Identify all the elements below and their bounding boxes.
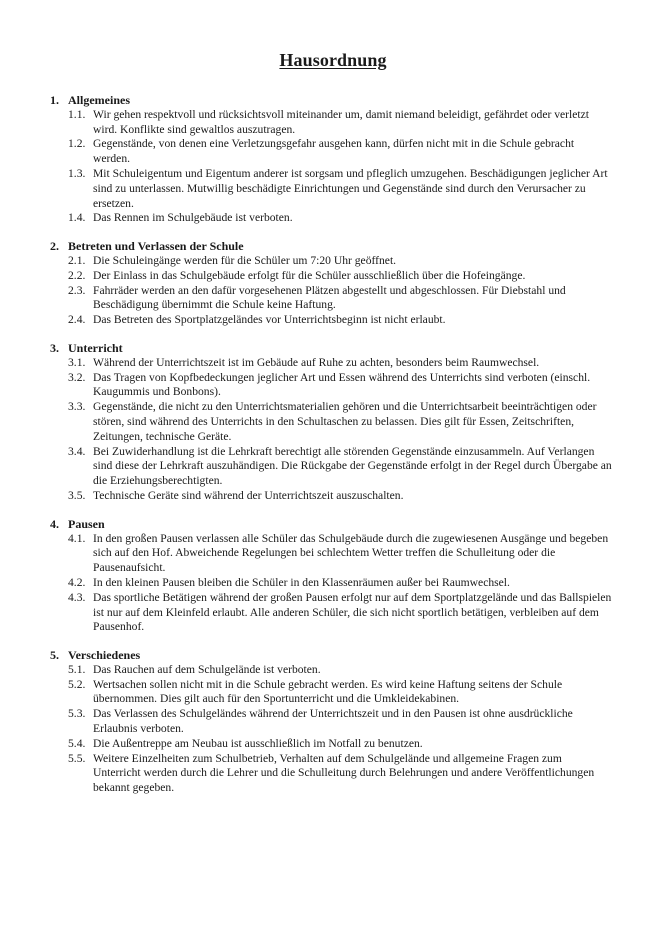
rule-text: Das Betreten des Sportplatzgeländes vor Unterrichtsbeginn ist nicht erlaubt. <box>93 313 446 327</box>
rule-text: Das Verlassen des Schulgeländes während der Unterrichtszeit und in den Pausen ist ohne ausdrückliche Erlaubnis verboten. <box>93 707 573 736</box>
rule-text: Die Schuleingänge werden für die Schüler um 7:20 Uhr geöffnet. <box>93 253 397 267</box>
rule-item <box>50 576 616 591</box>
rule-number: 5.5. <box>68 751 86 765</box>
rule-text: Gegenstände, die nicht zu den Unterrichtsmaterialien gehören und die Unterrichtsarbeit beeinträchtigen oder stören, sind während des Unterrichts in den Schultaschen zu belassen. Dies gilt für Essen, Zeitschriften, Zeitungen, technische Geräte. <box>93 400 597 443</box>
rule-text: Wir gehen respektvoll und rücksichtsvoll miteinander um, damit niemand beleidigt, gefährdet oder verletzt wird. Konflikte sind gewaltlos auszutragen. <box>93 107 589 136</box>
section-number: 5. <box>50 648 59 663</box>
section-number: 2. <box>50 239 59 254</box>
rule-text: Wertsachen sollen nicht mit in die Schule gebracht werden. Es wird keine Haftung seitens der Schule übernommen. Dies gilt auch für den Sportunterricht und die Umkleidekabinen. <box>93 677 563 706</box>
rule-number: 5.4. <box>68 736 86 750</box>
rule-number: 3.5. <box>68 488 86 502</box>
rule-text: In den kleinen Pausen bleiben die Schüler in den Klassenräumen außer bei Raumwechsel. <box>93 575 510 589</box>
rule-number: 3.3. <box>68 400 86 414</box>
rule-number: 4.1. <box>68 531 86 545</box>
rule-item <box>50 137 616 167</box>
rule-item <box>50 707 616 737</box>
rule-number: 1.2. <box>68 137 86 151</box>
rule-item <box>50 269 616 284</box>
rule-list <box>50 108 616 226</box>
rule-number: 1.3. <box>68 166 86 180</box>
section-title: Verschiedenes <box>68 648 141 663</box>
rule-number: 2.2. <box>68 268 86 282</box>
section-heading <box>50 648 616 663</box>
rule-item <box>50 400 616 444</box>
document-title: Hausordnung <box>279 50 387 70</box>
rule-number: 3.4. <box>68 444 86 458</box>
rule-number: 3.2. <box>68 370 86 384</box>
rule-text: Fahrräder werden an den dafür vorgesehenen Plätzen abgestellt und abgeschlossen. Für Diebstahl und Beschädigung übernimmt die Schule keine Haftung. <box>93 283 566 312</box>
section-heading <box>50 517 616 532</box>
rule-text: Mit Schuleigentum und Eigentum anderer ist sorgsam und pfleglich umzugehen. Beschädigungen jeglicher Art sind zu unterlassen. Mutwillig beschädigte Einrichtungen und Gegenstände sind durch den Verursacher zu ersetzen. <box>93 166 608 210</box>
section-title: Allgemeines <box>68 93 130 107</box>
rule-number: 1.4. <box>68 211 86 225</box>
rule-number: 2.4. <box>68 313 86 327</box>
rule-item <box>50 167 616 211</box>
rule-text: Während der Unterrichtszeit ist im Gebäude auf Ruhe zu achten, besonders beim Raumwechsel. <box>93 355 540 369</box>
rule-item <box>50 284 616 314</box>
rule-text: Das Tragen von Kopfbedeckungen jeglicher Art und Essen während des Unterrichts sind verboten (einschl. Kaugummis und Bonbons). <box>93 370 591 399</box>
rule-number: 5.1. <box>68 662 86 676</box>
rules-sections <box>50 93 616 796</box>
rule-item <box>50 313 616 328</box>
rule-item <box>50 752 616 796</box>
rule-number: 5.2. <box>68 677 86 691</box>
rule-number: 3.1. <box>68 355 86 369</box>
section-title: Pausen <box>68 516 105 531</box>
rule-number: 5.3. <box>68 707 86 721</box>
rule-item <box>50 737 616 752</box>
rule-item <box>50 254 616 269</box>
rule-section <box>50 341 616 504</box>
rule-list <box>50 532 616 636</box>
rule-section <box>50 517 616 635</box>
rule-item <box>50 211 616 226</box>
section-number: 1. <box>50 93 59 107</box>
rule-section <box>50 648 616 796</box>
rule-text: Weitere Einzelheiten zum Schulbetrieb, Verhalten auf dem Schulgelände und allgemeine Fragen zum Unterricht werden durch die Lehrer und die Schulleitung durch Belehrungen und andere Veröffentlichungen bekannt gegeben. <box>93 751 595 795</box>
section-title: Betreten und Verlassen der Schule <box>68 239 244 254</box>
rule-text: Der Einlass in das Schulgebäude erfolgt für die Schüler ausschließlich über die Hofeingänge. <box>93 268 526 282</box>
section-heading <box>50 341 616 356</box>
rule-text: Gegenstände, von denen eine Verletzungsgefahr ausgehen kann, dürfen nicht mit in die Schule gebracht werden. <box>93 137 575 166</box>
section-number: 4. <box>50 516 59 531</box>
rule-number: 2.1. <box>68 253 86 267</box>
rule-item <box>50 108 616 138</box>
rule-section <box>50 93 616 226</box>
rule-text: Das sportliche Betätigen während der großen Pausen erfolgt nur auf dem Sportplatzgelände und das Ballspielen ist nur auf dem Kleinfeld erlaubt. Alle anderen Schüler, die sich nicht sportlich betätigen, verbleiben auf dem Pausenhof. <box>93 590 612 634</box>
rule-item <box>50 356 616 371</box>
rule-item <box>50 532 616 576</box>
section-number: 3. <box>50 340 59 355</box>
section-title: Unterricht <box>68 340 123 355</box>
rule-list <box>50 663 616 796</box>
rule-number: 2.3. <box>68 283 86 297</box>
rule-text: Die Außentreppe am Neubau ist ausschließlich im Notfall zu benutzen. <box>93 736 423 750</box>
rule-text: Technische Geräte sind während der Unterrichtszeit auszuschalten. <box>93 488 404 502</box>
rule-text: Bei Zuwiderhandlung ist die Lehrkraft berechtigt alle störenden Gegenstände einzusammeln. Auf Verlangen sind diese der Lehrkraft auszuhändigen. Die Rückgabe der Gegenstände erfolgt in der Regel durch Übergabe an die Erziehungsberechtigten. <box>93 444 612 488</box>
section-heading <box>50 239 616 254</box>
rule-item <box>50 663 616 678</box>
rule-list <box>50 254 616 328</box>
rule-number: 1.1. <box>68 107 86 121</box>
rule-item <box>50 591 616 635</box>
rule-text: Das Rauchen auf dem Schulgelände ist verboten. <box>93 662 321 676</box>
rule-number: 4.3. <box>68 590 86 604</box>
rule-item <box>50 678 616 708</box>
rule-text: Das Rennen im Schulgebäude ist verboten. <box>93 211 293 225</box>
rule-text: In den großen Pausen verlassen alle Schüler das Schulgebäude durch die zugewiesenen Ausgänge und begeben sich auf den Hof. Abweichende Regelungen bei schlechtem Wetter treffen die Schulleitung oder die Pausenaufsicht. <box>93 531 609 575</box>
rule-item <box>50 371 616 401</box>
rule-number: 4.2. <box>68 575 86 589</box>
rule-item <box>50 445 616 489</box>
rule-section <box>50 239 616 328</box>
section-heading <box>50 93 616 108</box>
rule-item <box>50 489 616 504</box>
rule-list <box>50 356 616 504</box>
